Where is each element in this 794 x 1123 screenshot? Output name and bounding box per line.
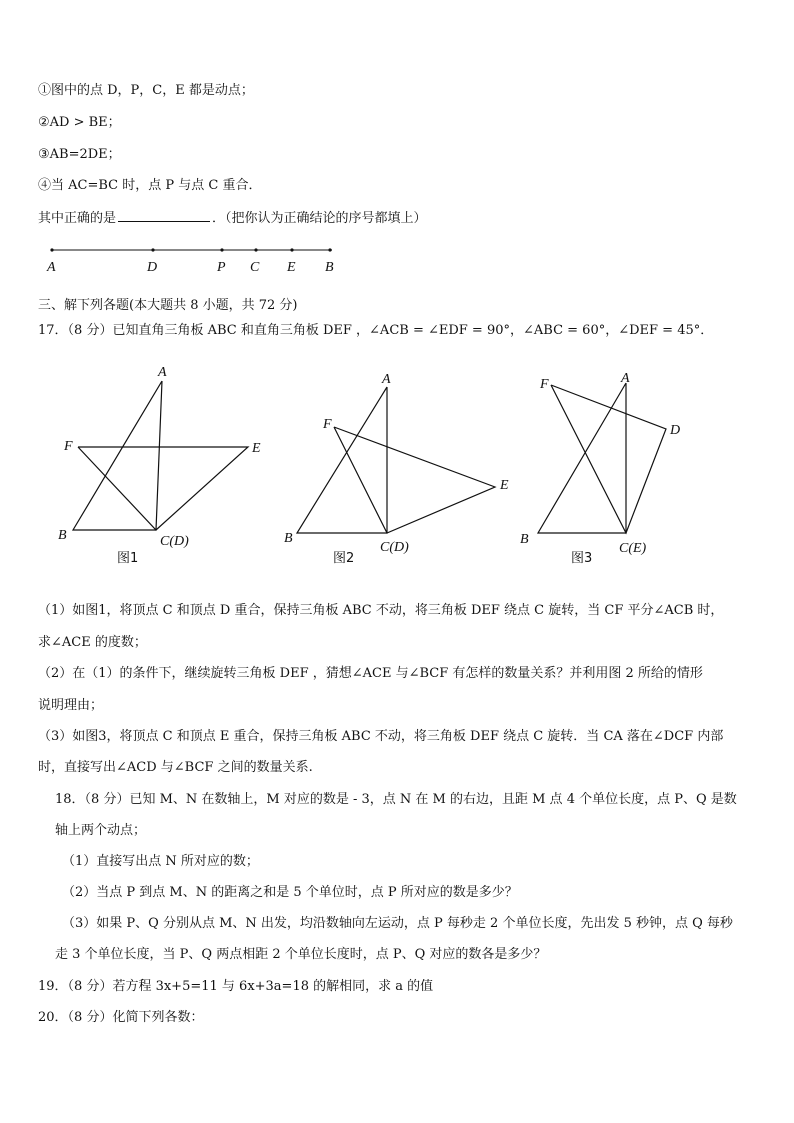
statement-4: ④当 AC=BC 时，点 P 与点 C 重合． — [38, 178, 262, 193]
fig1-caption: 图1 — [117, 551, 139, 566]
fig2-label-a: A — [382, 372, 391, 387]
nl-label-e: E — [287, 260, 296, 275]
statement-3: ③AB=2DE； — [38, 147, 121, 162]
q19: 19．（8 分）若方程 3x+5=11 与 6x+3a=18 的解相同，求 a 的值 — [38, 979, 434, 994]
q18-p3-line2: 走 3 个单位长度，当 P、Q 两点相距 2 个单位长度时，点 P、Q 对应的数各是多少？ — [55, 947, 547, 962]
q17-p2-line2: 说明理由； — [38, 698, 104, 713]
nl-label-p: P — [217, 260, 226, 275]
nl-label-b: B — [325, 260, 334, 275]
fig1-label-cd: C(D) — [160, 534, 189, 549]
fig3-label-a: A — [621, 371, 630, 386]
q17-stem: 17．（8 分）已知直角三角板 ABC 和直角三角板 DEF ，∠ACB = ∠EDF = 90°，∠ABC = 60°，∠DEF = 45°． — [38, 323, 714, 338]
figure-2 — [297, 387, 495, 533]
number-line-figure — [40, 240, 350, 280]
fig3-label-b: B — [520, 532, 529, 547]
statement-2: ②AD > BE； — [38, 115, 121, 130]
fig2-label-e: E — [500, 478, 509, 493]
q18-line2: 轴上两个动点； — [55, 823, 147, 838]
q17-figures — [0, 355, 794, 580]
fig1-label-b: B — [58, 528, 67, 543]
fig2-caption: 图2 — [333, 551, 355, 566]
nl-label-d: D — [147, 260, 158, 275]
fig2-label-f: F — [323, 417, 332, 432]
fig3-label-f: F — [540, 377, 549, 392]
q18-line1: 18．（8 分）已知 M、N 在数轴上，M 对应的数是 - 3，点 N 在 M 的右边，且距 M 点 4 个单位长度，点 P、Q 是数 — [55, 792, 737, 807]
nl-label-c: C — [250, 260, 260, 275]
fig1-label-a: A — [158, 365, 167, 380]
answer-prefix: 其中正确的是 — [38, 211, 117, 226]
statement-1: ①图中的点 D，P，C，E 都是动点； — [38, 83, 254, 98]
nl-label-a: A — [47, 260, 56, 275]
q20: 20．（8 分）化简下列各数： — [38, 1010, 204, 1025]
q17-p3-line1: （3）如图3，将顶点 C 和顶点 E 重合，保持三角板 ABC 不动，将三角板 DEF 绕点 C 旋转．当 CA 落在∠DCF 内部 — [38, 729, 724, 744]
q17-p3-line2: 时，直接写出∠ACD 与∠BCF 之间的数量关系. — [38, 760, 313, 775]
q17-p2-line1: （2）在（1）的条件下，继续旋转三角板 DEF ，猜想∠ACE 与∠BCF 有怎样的数量关系？并利用图 2 所给的情形 — [38, 666, 703, 681]
q18-p3-line1: （3）如果 P、Q 分别从点 M、N 出发，均沿数轴向左运动，点 P 每秒走 2 个单位长度，先出发 5 秒钟，点 Q 每秒 — [62, 916, 733, 931]
q17-p1-line1: （1）如图1，将顶点 C 和顶点 D 重合，保持三角板 ABC 不动，将三角板 DEF 绕点 C 旋转，当 CF 平分∠ACB 时， — [38, 603, 724, 618]
fig2-label-cd: C(D) — [380, 540, 409, 555]
section-title: 三、解下列各题(本大题共 8 小题，共 72 分) — [38, 298, 298, 313]
fig2-label-b: B — [284, 531, 293, 546]
fig1-label-f: F — [64, 439, 73, 454]
answer-suffix: ．（把你认为正确结论的序号都填上） — [212, 211, 427, 226]
q18-p2: （2）当点 P 到点 M、N 的距离之和是 5 个单位时，点 P 所对应的数是多少？ — [62, 885, 518, 900]
fig3-label-d: D — [670, 423, 681, 438]
q18-p1: （1）直接写出点 N 所对应的数； — [62, 854, 259, 869]
fig3-label-ce: C(E) — [619, 541, 647, 556]
q17-p1-line2: 求∠ACE 的度数； — [38, 635, 147, 650]
fig1-label-e: E — [252, 441, 261, 456]
fig3-caption: 图3 — [571, 551, 593, 566]
figure-3 — [538, 383, 666, 533]
figure-1 — [73, 381, 248, 530]
answer-line — [38, 208, 427, 228]
answer-blank[interactable] — [118, 208, 210, 222]
